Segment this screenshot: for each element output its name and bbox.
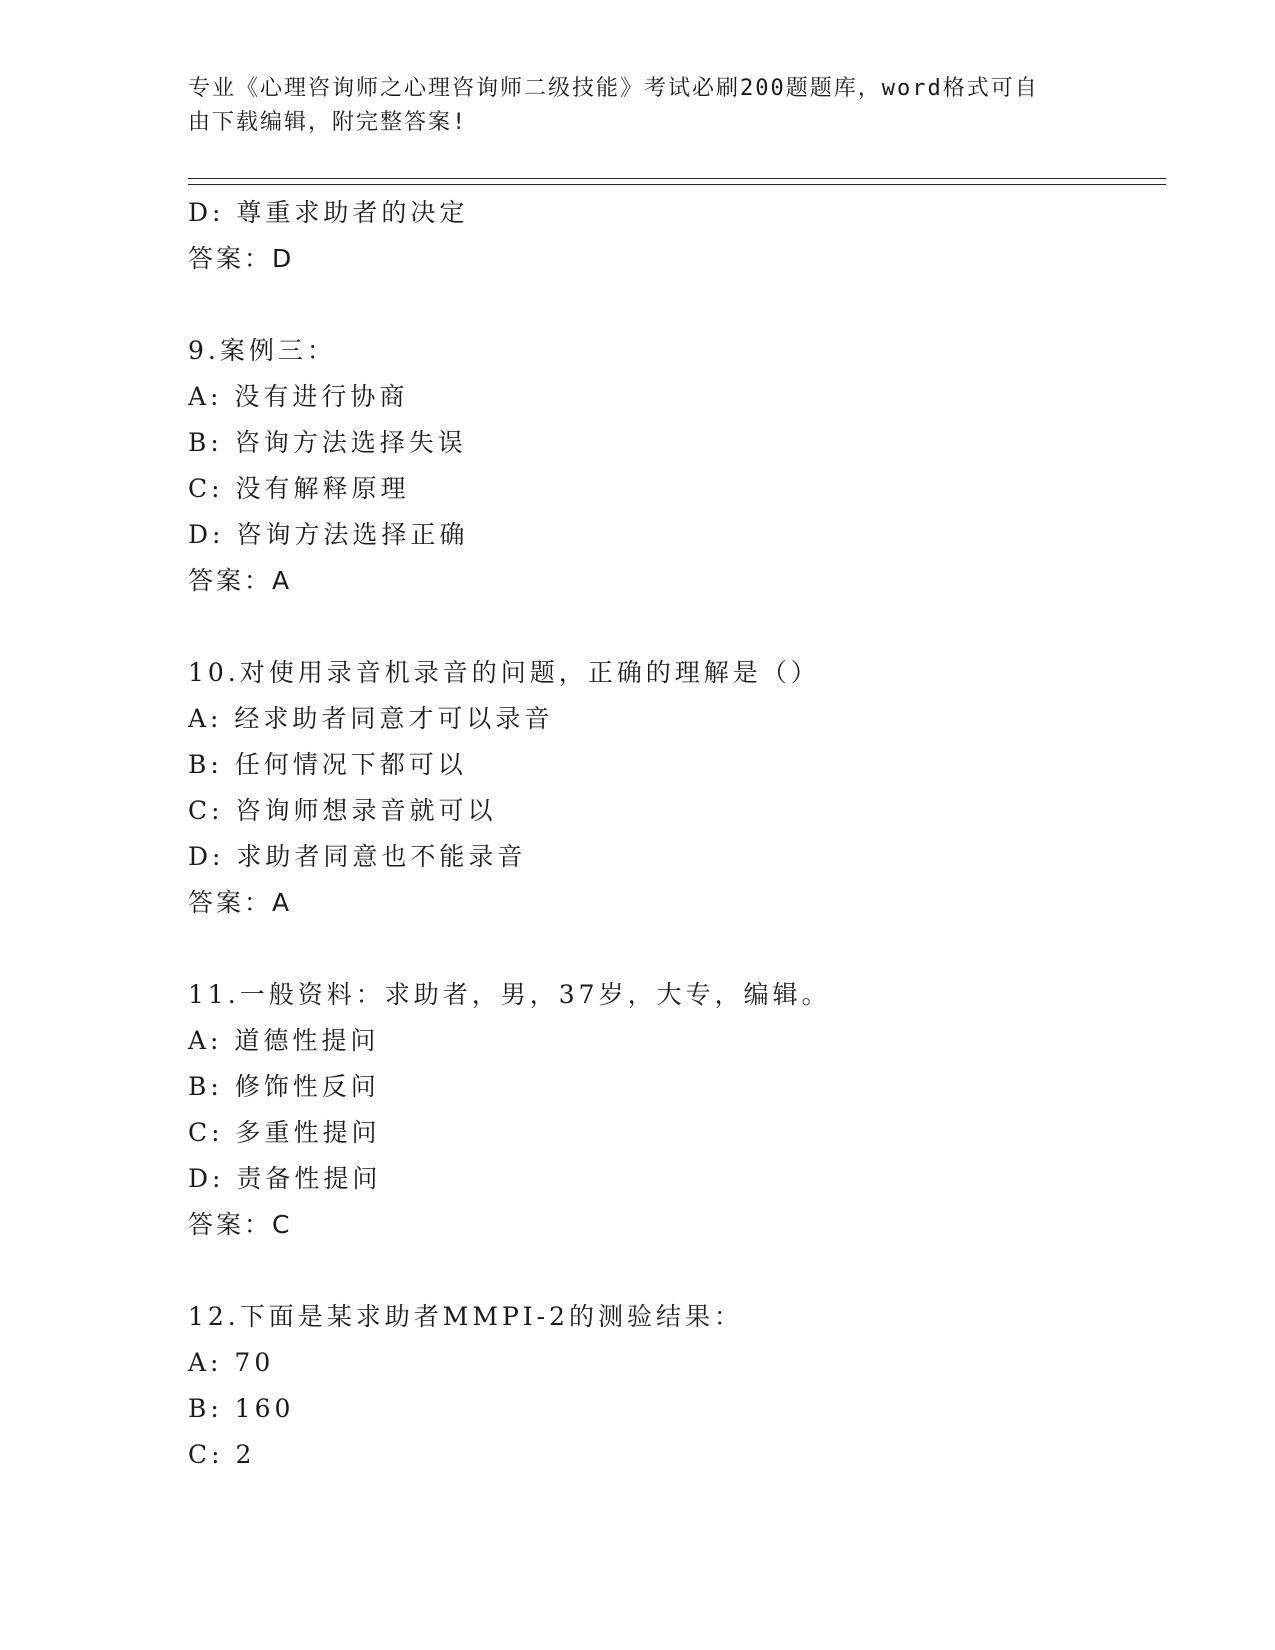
option-d: D: 求助者同意也不能录音 — [188, 842, 527, 871]
answer-line: 答案：C — [188, 1210, 293, 1239]
option-c: C: 多重性提问 — [188, 1118, 381, 1147]
option-b: B: 任何情况下都可以 — [188, 750, 467, 779]
question-stem: 12.下面是某求助者MMPI-2的测验结果： — [188, 1302, 744, 1331]
spacer — [188, 1248, 1168, 1294]
spacer — [188, 604, 1168, 650]
carryover-answer: 答案：D — [188, 244, 295, 273]
header-divider-bottom — [188, 184, 1166, 185]
question-stem: 11.一般资料：求助者，男，37岁，大专，编辑。 — [188, 980, 831, 1009]
option-b: B: 160 — [188, 1394, 295, 1423]
spacer — [188, 282, 1168, 328]
answer-line: 答案：A — [188, 888, 293, 917]
question-stem: 9.案例三： — [188, 336, 336, 365]
option-c: C: 没有解释原理 — [188, 474, 410, 503]
question-12 — [188, 1294, 1168, 1478]
option-b: B: 咨询方法选择失误 — [188, 428, 467, 457]
header-divider-top — [188, 178, 1166, 179]
option-c: C: 2 — [188, 1440, 256, 1469]
question-list — [188, 190, 1168, 1478]
spacer — [188, 926, 1168, 972]
header-line-1: 专业《心理咨询师之心理咨询师二级技能》考试必刷200题题库，word格式可自 — [188, 76, 1039, 101]
answer-line: 答案：A — [188, 566, 293, 595]
option-a: A: 没有进行协商 — [188, 382, 409, 411]
option-d: D: 责备性提问 — [188, 1164, 382, 1193]
document-header — [188, 72, 1068, 140]
option-d: D: 咨询方法选择正确 — [188, 520, 469, 549]
question-stem: 10.对使用录音机录音的问题，正确的理解是（） — [188, 658, 820, 687]
question-9 — [188, 328, 1168, 604]
carryover-option-d: D: 尊重求助者的决定 — [188, 198, 469, 227]
question-11 — [188, 972, 1168, 1248]
option-a: A: 道德性提问 — [188, 1026, 380, 1055]
option-c: C: 咨询师想录音就可以 — [188, 796, 497, 825]
option-a: A: 70 — [188, 1348, 275, 1377]
header-line-2: 由下载编辑，附完整答案! — [188, 110, 468, 135]
option-b: B: 修饰性反问 — [188, 1072, 380, 1101]
option-a: A: 经求助者同意才可以录音 — [188, 704, 554, 733]
question-10 — [188, 650, 1168, 926]
